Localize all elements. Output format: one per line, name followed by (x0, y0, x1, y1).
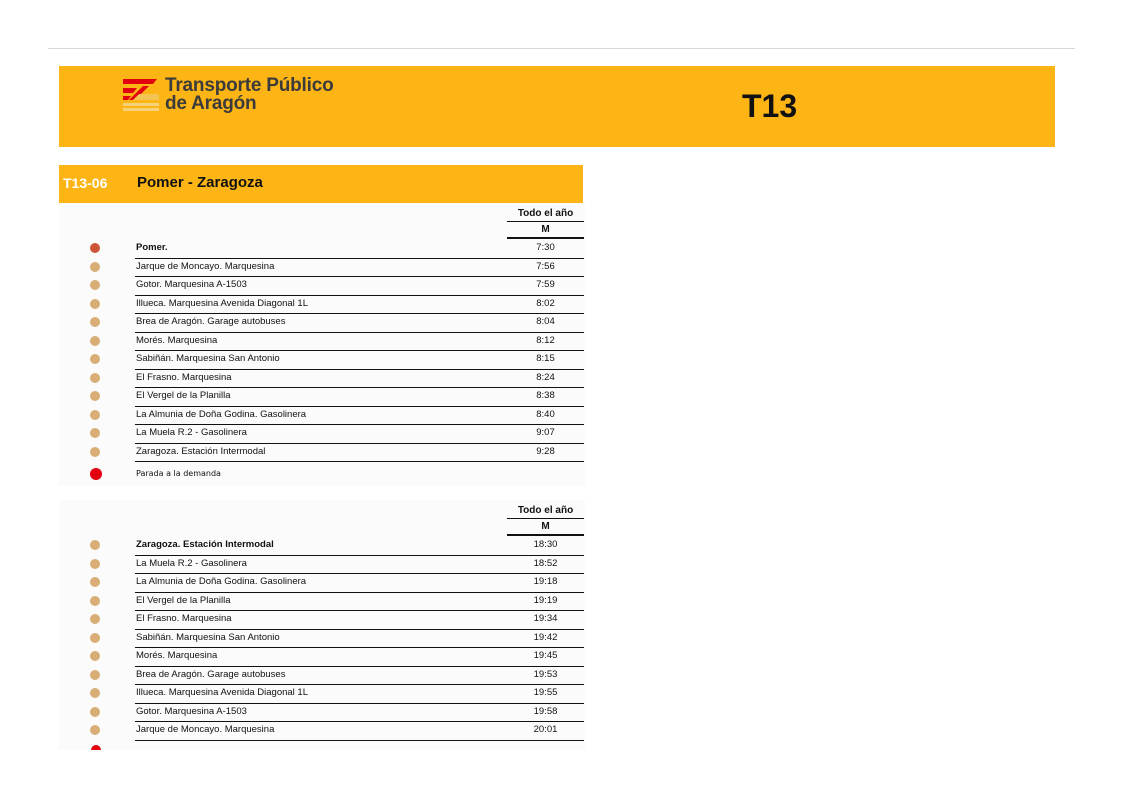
stop-time: 7:59 (536, 279, 555, 290)
stop-marker-icon (90, 725, 100, 735)
stop-time: 18:52 (533, 557, 558, 569)
stop-time: 19:19 (533, 594, 558, 606)
brand-name-line2: de Aragón (165, 93, 257, 114)
stop-marker-icon (90, 670, 100, 680)
stop-time: 19:45 (533, 650, 558, 661)
stop-marker-icon (90, 633, 100, 643)
stop-name: Pomer. (136, 242, 168, 253)
stop-time: 8:04 (536, 316, 555, 327)
stop-time: 8:02 (536, 297, 555, 309)
line-header (59, 165, 583, 203)
stop-time: 8:40 (536, 408, 555, 420)
stop-marker-icon (90, 373, 100, 383)
stop-name: Sabiñán. Marquesina San Antonio (136, 631, 280, 643)
stop-name: Gotor. Marquesina A-1503 (136, 705, 247, 717)
stop-name: El Vergel de la Planilla (136, 594, 231, 606)
stop-row (135, 537, 584, 556)
top-divider (48, 48, 1075, 49)
stop-row (135, 574, 584, 593)
stop-time: 7:56 (536, 260, 555, 272)
stop-name: La Almunia de Doña Godina. Gasolinera (136, 576, 307, 587)
stop-marker-icon (90, 336, 100, 346)
stop-name: El Vergel de la Planilla (136, 390, 231, 401)
season-header: Todo el año (507, 207, 584, 222)
stop-row (135, 444, 584, 463)
stop-name: Jarque de Moncayo. Marquesina (136, 260, 275, 272)
stop-row (135, 351, 584, 370)
timetable-return (59, 500, 585, 750)
stop-name: La Muela R.2 - Gasolinera (136, 427, 247, 438)
legend-label: Parada a la demanda (136, 469, 221, 478)
stop-marker-icon (90, 596, 100, 606)
stop-time: 19:42 (533, 631, 558, 643)
stop-time: 8:12 (536, 334, 555, 346)
stop-time: 19:18 (533, 576, 558, 587)
stop-row (135, 685, 584, 704)
stop-name: Brea de Aragón. Garage autobuses (136, 316, 286, 327)
stop-marker-icon (90, 391, 100, 401)
stop-row (135, 277, 584, 296)
stop-marker-icon (90, 577, 100, 587)
stop-marker-icon (90, 262, 100, 272)
stop-time: 8:38 (536, 390, 555, 401)
stop-time: 9:28 (536, 445, 555, 457)
stop-name: Morés. Marquesina (136, 650, 218, 661)
stop-marker-icon (90, 280, 100, 290)
stop-name: Sabiñán. Marquesina San Antonio (136, 353, 280, 364)
stop-time: 19:34 (533, 613, 558, 624)
stop-row (135, 556, 584, 575)
stop-name: Illueca. Marquesina Avenida Diagonal 1L (136, 687, 308, 698)
stop-time: 19:53 (533, 668, 558, 680)
stop-row (135, 259, 584, 278)
stop-time: 8:15 (536, 353, 555, 364)
stop-marker-icon (90, 299, 100, 309)
stop-row (135, 388, 584, 407)
stop-marker-icon (90, 317, 100, 327)
brand-name (165, 77, 334, 113)
aragon-logo-icon (123, 78, 161, 112)
stop-name: Morés. Marquesina (136, 334, 218, 346)
stop-marker-icon (90, 410, 100, 420)
stop-name: Jarque de Moncayo. Marquesina (136, 724, 275, 735)
stop-time: 7:30 (536, 242, 555, 253)
stop-time: 9:07 (536, 427, 555, 438)
stop-name: Zaragoza. Estación Intermodal (136, 445, 266, 457)
stop-marker-icon (90, 559, 100, 569)
stop-time: 20:01 (533, 724, 558, 735)
stop-row (135, 630, 584, 649)
stop-marker-icon (90, 651, 100, 661)
stop-row (135, 370, 584, 389)
stop-time: 19:55 (533, 687, 558, 698)
stop-row (135, 296, 584, 315)
stop-row (135, 648, 584, 667)
stop-marker-icon (90, 243, 100, 253)
stop-list (59, 240, 585, 462)
stop-row (135, 333, 584, 352)
stop-marker-icon (90, 447, 100, 457)
stop-name: Brea de Aragón. Garage autobuses (136, 668, 286, 680)
stop-row (135, 722, 584, 741)
stop-marker-icon (90, 354, 100, 364)
season-header: Todo el año (507, 504, 584, 519)
stop-name: Zaragoza. Estación Intermodal (136, 539, 274, 550)
line-name: Pomer - Zaragoza (137, 174, 263, 191)
stop-list (59, 537, 585, 741)
stop-row (135, 425, 584, 444)
stop-row (135, 314, 584, 333)
stop-row (135, 704, 584, 723)
brand-name-line1: Transporte Público (165, 75, 334, 96)
stop-name: Gotor. Marquesina A-1503 (136, 279, 247, 290)
stop-time: 18:30 (533, 539, 558, 550)
stop-name: La Muela R.2 - Gasolinera (136, 557, 247, 569)
timetable-outbound (59, 203, 585, 486)
stop-marker-icon (90, 614, 100, 624)
stop-row (135, 611, 584, 630)
on-demand-stop-icon (90, 468, 102, 480)
stop-time: 8:24 (536, 371, 555, 383)
service-header: M (507, 223, 584, 239)
stop-marker-icon (90, 540, 100, 550)
line-id: T13-06 (63, 175, 108, 191)
stop-row (135, 593, 584, 612)
stop-row (135, 667, 584, 686)
on-demand-stop-icon (91, 745, 101, 750)
stop-row (135, 240, 584, 259)
stop-name: El Frasno. Marquesina (136, 613, 232, 624)
header-banner (59, 66, 1055, 147)
stop-row (135, 407, 584, 426)
stop-name: Illueca. Marquesina Avenida Diagonal 1L (136, 297, 308, 309)
stop-name: La Almunia de Doña Godina. Gasolinera (136, 408, 307, 420)
stop-name: El Frasno. Marquesina (136, 371, 232, 383)
stop-marker-icon (90, 707, 100, 717)
service-header: M (507, 520, 584, 536)
stop-marker-icon (90, 688, 100, 698)
stop-marker-icon (90, 428, 100, 438)
route-code: T13 (742, 88, 798, 124)
stop-time: 19:58 (533, 705, 558, 717)
